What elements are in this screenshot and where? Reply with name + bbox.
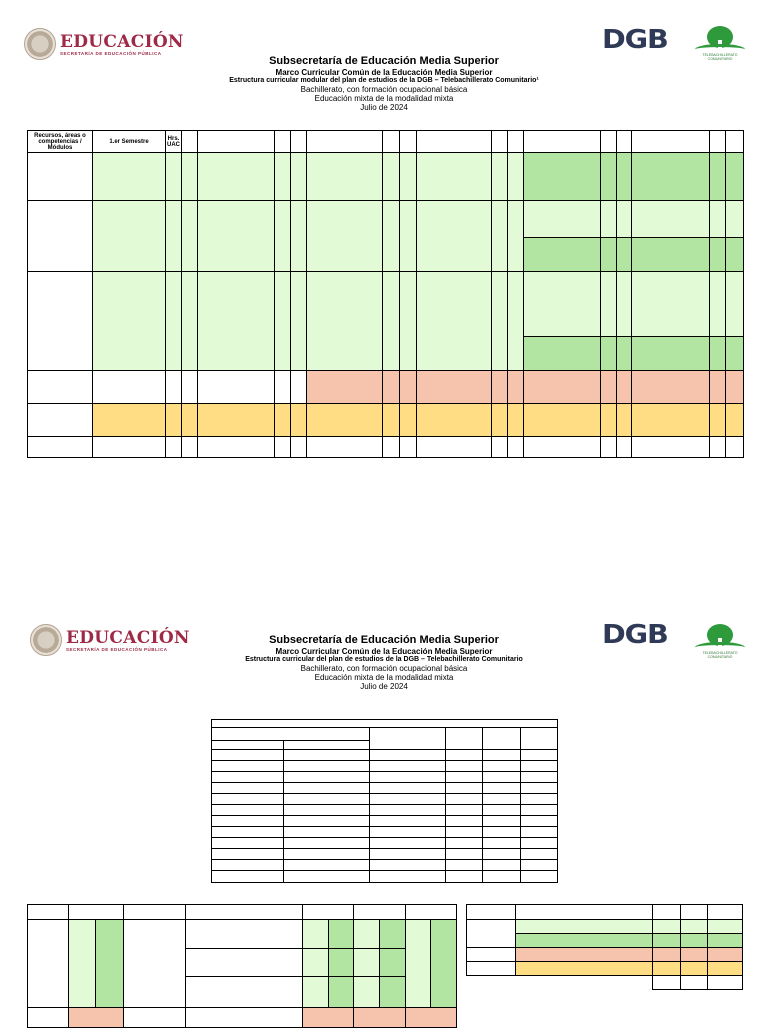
sep-logo-subtext: SECRETARÍA DE EDUCACIÓN PÚBLICA — [66, 646, 168, 652]
dgb-logo: DGB — [602, 620, 668, 650]
table-row — [28, 272, 744, 337]
sep-logo-text: EDUCACIÓN — [66, 627, 190, 648]
header-date: Julio de 2024 — [360, 103, 408, 113]
table-header-row — [28, 131, 744, 153]
header-line-2: Educación mixta de la modalidad mixta — [314, 94, 454, 104]
header-subtitle: Marco Curricular Común de la Educación Media Superior — [275, 646, 493, 656]
header-modules: Recursos, áreas o competencias / Módulos — [28, 131, 93, 153]
header-date: Julio de 2024 — [360, 682, 408, 692]
header-subtitle-2: Estructura curricular del plan de estudios de la DGB – Telebachillerato Comunitario — [245, 655, 523, 663]
table-row — [28, 437, 744, 458]
summary-table — [211, 719, 558, 883]
header-title: Subsecretaría de Educación Media Superior — [269, 634, 499, 646]
dgb-logo: DGB — [602, 25, 668, 55]
sep-logo-text: EDUCACIÓN — [60, 31, 184, 52]
header-line-1: Bachillerato, con formación ocupacional básica — [300, 84, 468, 94]
curriculum-table — [27, 130, 744, 458]
header-hours: Hrs. UAC — [166, 131, 182, 153]
header-line-1: Bachillerato, con formación ocupacional básica — [300, 663, 468, 673]
sep-logo-subtext: SECRETARÍA DE EDUCACIÓN PÚBLICA — [60, 50, 162, 56]
table-row — [28, 404, 744, 437]
header-line-2: Educación mixta de la modalidad mixta — [314, 673, 454, 683]
header-title: Subsecretaría de Educación Media Superior — [269, 55, 499, 67]
table-row — [28, 371, 744, 404]
table-row — [28, 201, 744, 238]
hours-table — [466, 904, 743, 990]
document-header — [0, 634, 768, 691]
page-1 — [0, 0, 768, 490]
tbc-logo-text: TELEBACHILLERATO COMUNITARIO — [702, 53, 738, 61]
table-row — [28, 153, 744, 201]
header-subtitle: Marco Curricular Común de la Educación Media Superior — [275, 67, 493, 77]
document-header — [0, 55, 768, 112]
header-subtitle-2: Estructura curricular modular del plan de estudios de la DGB – Telebachillerato Comunitario¹ — [229, 76, 539, 84]
module-table — [27, 904, 457, 1028]
header-semester: 1.er Semestre — [93, 131, 166, 153]
tbc-logo-text: TELEBACHILLERATO COMUNITARIO — [702, 651, 738, 659]
page-2 — [0, 600, 768, 1024]
